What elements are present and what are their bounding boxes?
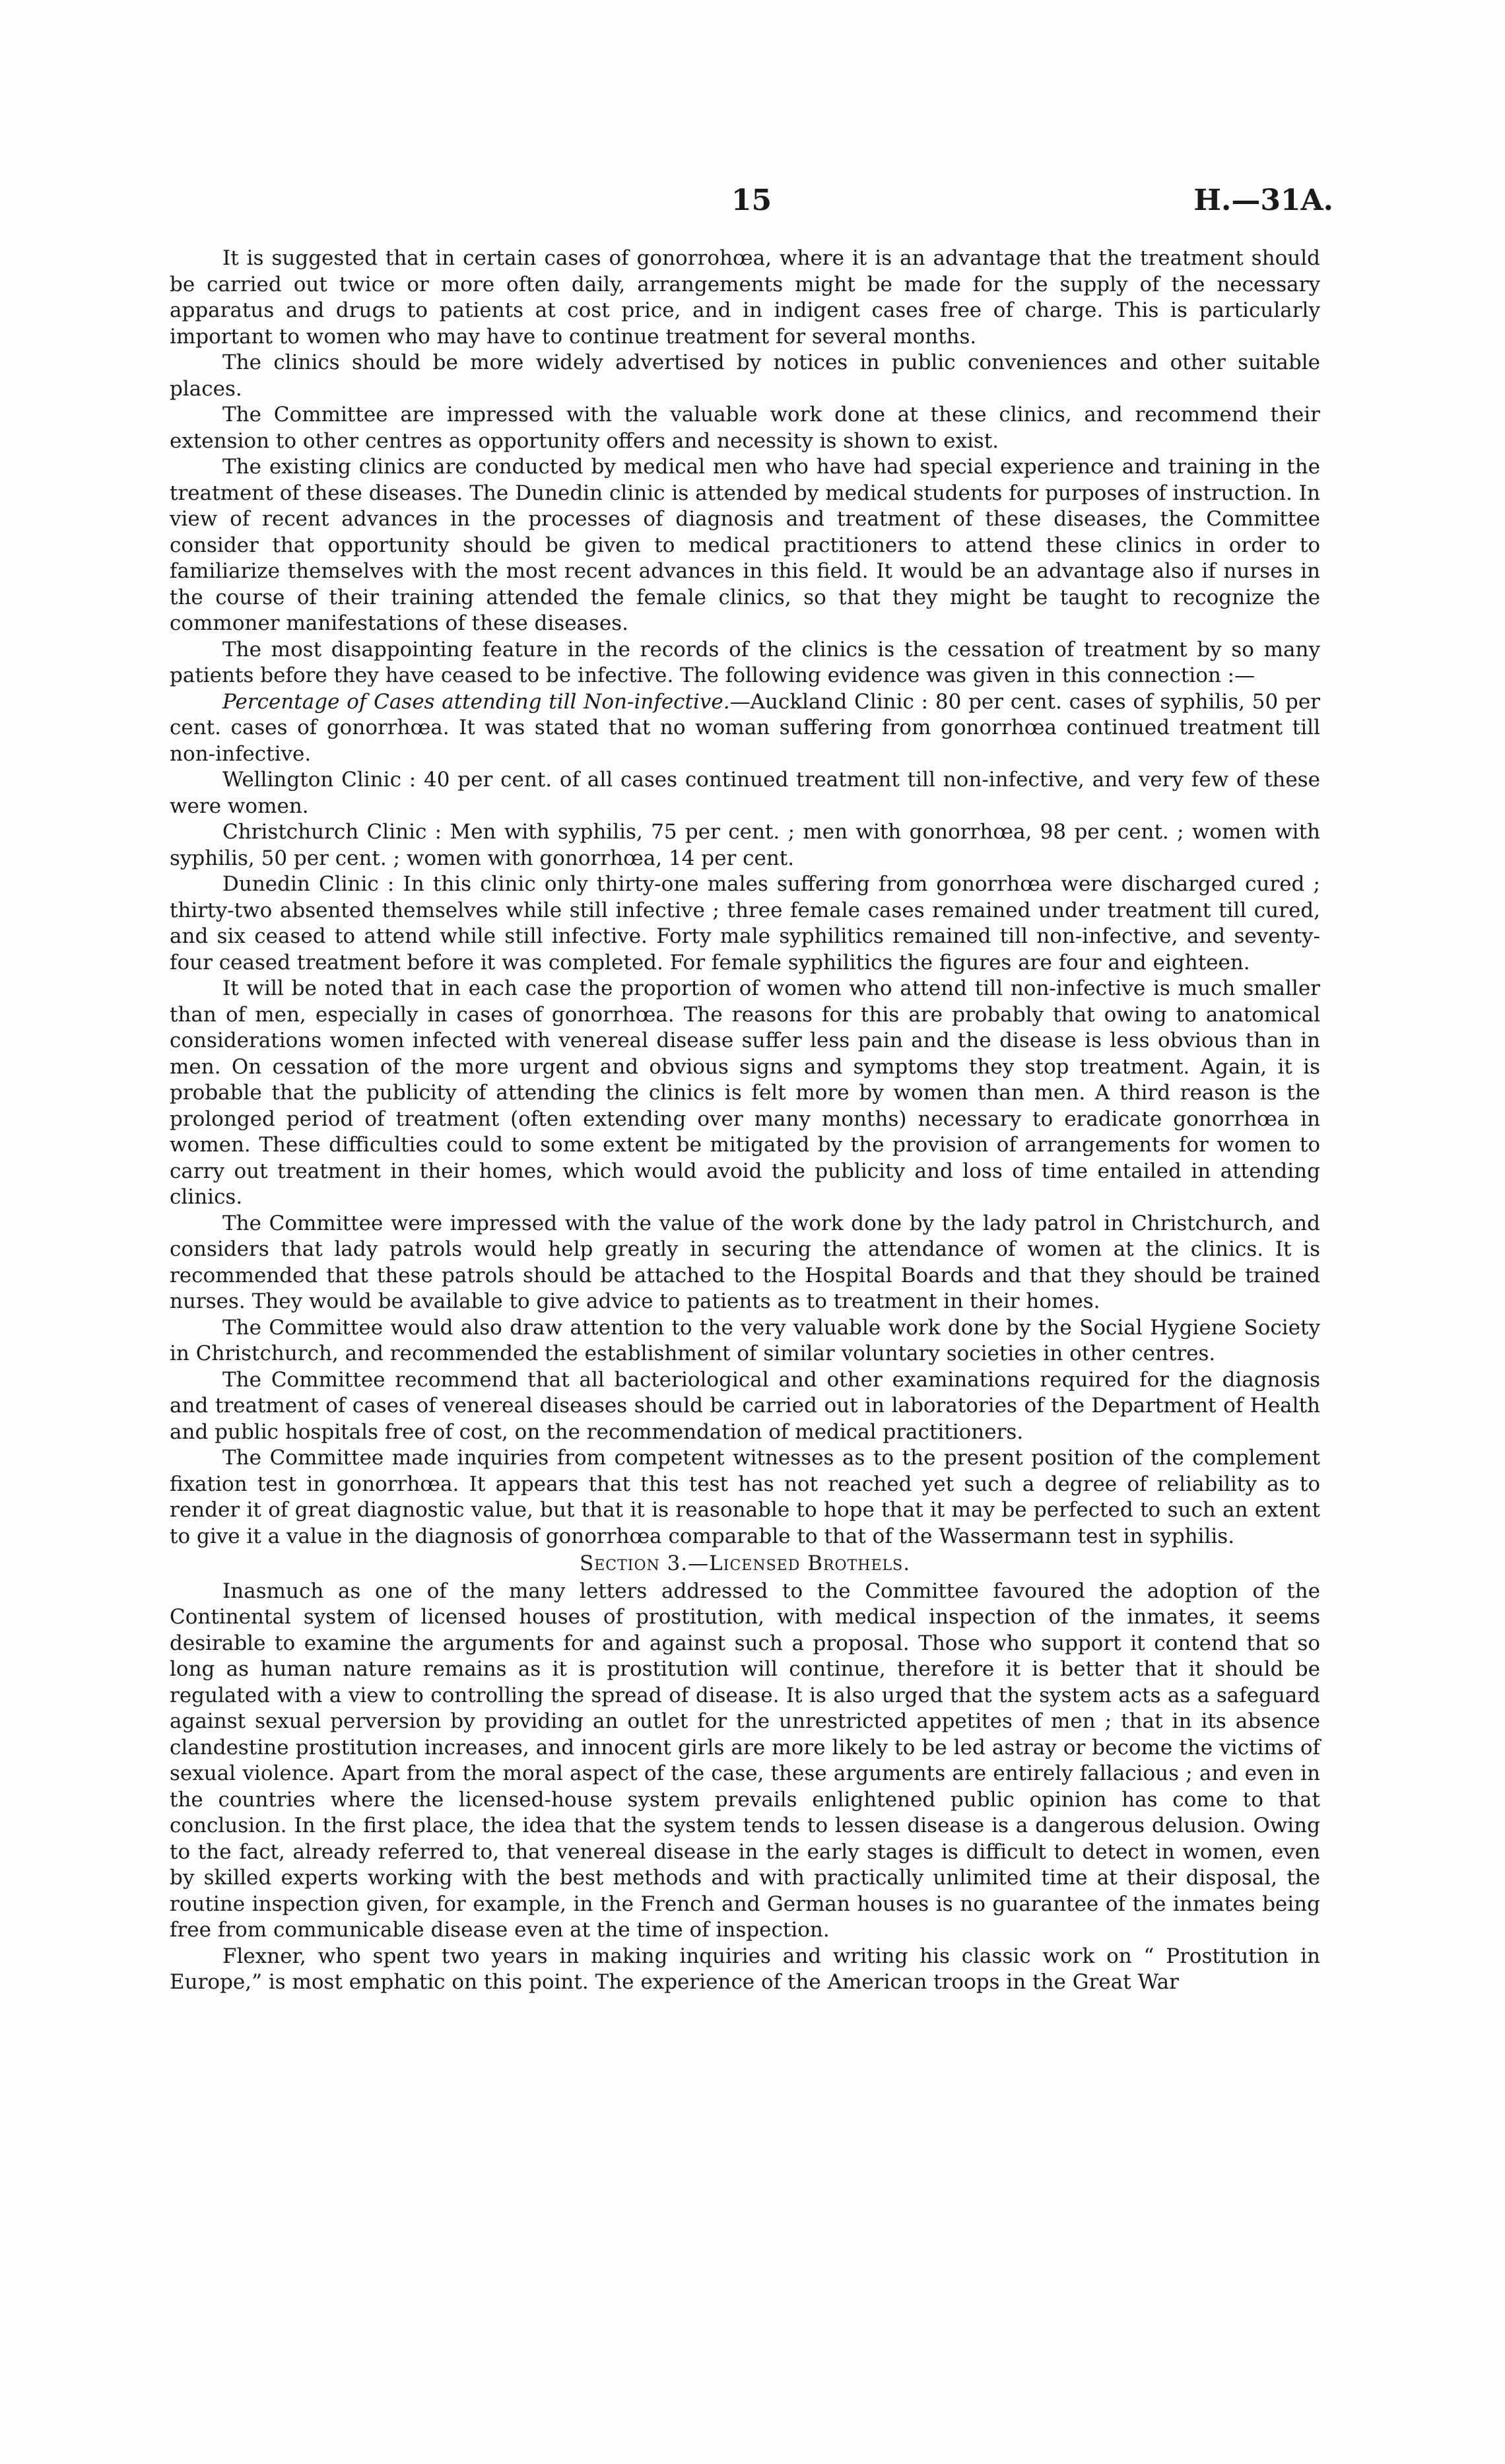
paragraph: Wellington Clinic : 40 per cent. of all cases continued treatment till non-infective, and very few of these were women. xyxy=(170,768,1320,818)
paragraph: The Committee were impressed with the value of the work done by the lady patrol in Christchurch, and considers that lady patrols would help greatly in securing the attendance of women at the clinics. It is recommended that these patrols should be attached to the Hospital Boards and that they should be trained nurses. They would be available to give advice to patients as to treatment in their homes. xyxy=(170,1211,1320,1313)
paragraph: The Committee recommend that all bacteriological and other examinations required for the diagnosis and treatment of cases of venereal diseases should be carried out in laboratories of the Department of Health and public hospitals free of cost, on the recommendation of medical practitioners. xyxy=(170,1367,1320,1444)
page-number: 15 xyxy=(731,184,772,217)
paragraph: The most disappointing feature in the records of the clinics is the cessation of treatment by so many patients before they have ceased to be infective. The following evidence was given in this connection :— xyxy=(170,637,1320,687)
percentage-text: —Auckland Clinic : 80 per cent. cases of syphilis, 50 per cent. cases of gonorrhœa. It was stated that no woman suffering from gonorrhœa continued treatment till non-infective. xyxy=(170,689,1320,766)
paragraph: Inasmuch as one of the many letters addressed to the Committee favoured the adoption of the Continental system of licensed houses of prostitution, with medical inspection of the inmates, it seems desirable to examine the arguments for and against such a proposal. Those who support it contend that so long as human nature remains as it is prostitution will continue, therefore it is better that it should be regulated with a view to controlling the spread of disease. It is also urged that the system acts as a safeguard against sexual perversion by providing an outlet for the unrestricted appetites of men ; that in its absence clandestine prostitution increases, and innocent girls are more likely to be led astray or become the victims of sexual violence. Apart from the moral aspect of the case, these arguments are entirely fallacious ; and even in the countries where the licensed-house system prevails enlightened public opinion has come to that conclusion. In the first place, the idea that the system tends to lessen disease is a dangerous delusion. Owing to the fact, already referred to, that venereal disease in the early stages is difficult to detect in women, even by skilled experts working with the best methods and with practically unlimited time at their disposal, the routine inspection given, for example, in the French and German houses is no guarantee of the inmates being free from communicable disease even at the time of inspection. xyxy=(170,1579,1320,1942)
paragraph: It will be noted that in each case the proportion of women who attend till non-infective is much smaller than of men, especially in cases of gonorrhœa. The reasons for this are probably that owing to anatomical considerations women infected with venereal disease suffer less pain and the disease is less obvious than in men. On cessation of the more urgent and obvious signs and symptoms they stop treatment. Again, it is probable that the publicity of attending the clinics is felt more by women than men. A third reason is the prolonged period of treatment (often extending over many months) necessary to eradicate gonorrhœa in women. These difficulties could to some extent be mitigated by the provision of arrangements for women to carry out treatment in their homes, which would avoid the publicity and loss of time entailed in attending clinics. xyxy=(170,976,1320,1209)
percentage-paragraph xyxy=(170,689,1320,768)
document-reference: H.—31A. xyxy=(1193,184,1333,217)
paragraph: The Committee are impressed with the valuable work done at these clinics, and recommend their extension to other centres as opportunity offers and necessity is shown to exist. xyxy=(170,403,1320,453)
paragraph: The existing clinics are conducted by medical men who have had special experience and training in the treatment of these diseases. The Dunedin clinic is attended by medical students for purposes of instruction. In view of recent advances in the processes of diagnosis and treatment of these diseases, the Committee consider that opportunity should be given to medical practitioners to attend these clinics in order to familiarize themselves with the most recent advances in this field. It would be an advantage also if nurses in the course of their training attended the female clinics, so that they might be taught to recognize the commoner manifestations of these diseases. xyxy=(170,455,1320,635)
page-header xyxy=(170,184,1333,223)
paragraph: Christchurch Clinic : Men with syphilis, 75 per cent. ; men with gonorrhœa, 98 per cent. ; women with syphilis, 50 per cent. ; women with gonorrhœa, 14 per cent. xyxy=(170,820,1320,870)
paragraph: The clinics should be more widely advertised by notices in public conveniences and other suitable places. xyxy=(170,351,1320,401)
paragraph: The Committee would also draw attention to the very valuable work done by the Social Hygiene Society in Christchurch, and recommended the establishment of similar voluntary societies in other centres. xyxy=(170,1315,1320,1365)
paragraph: The Committee made inquiries from competent witnesses as to the present position of the complement fixation test in gonorrhœa. It appears that this test has not reached yet such a degree of reliability as to render it of great diagnostic value, but that it is reasonable to hope that it may be perfected to such an extent to give it a value in the diagnosis of gonorrhœa comparable to that of the Wassermann test in syphilis. xyxy=(170,1446,1320,1548)
document-body xyxy=(170,246,1320,1996)
section-heading: Section 3.—Licensed Brothels. xyxy=(579,1552,911,1575)
paragraph: It is suggested that in certain cases of gonorrohœa, where it is an advantage that the treatment should be carried out twice or more often daily, arrangements might be made for the supply of the necessary apparatus and drugs to patients at cost price, and in indigent cases free of charge. This is particularly important to women who may have to continue treatment for several months. xyxy=(170,246,1320,349)
paragraph: Dunedin Clinic : In this clinic only thirty-one males suffering from gonorrhœa were discharged cured ; thirty-two absented themselves while still infective ; three female cases remained under treatment till cured, and six ceased to attend while still infective. Forty male syphilitics remained till non-infective, and seventy-four ceased treatment before it was completed. For female syphilitics the figures are four and eighteen. xyxy=(170,872,1320,975)
percentage-label: Percentage of Cases attending till Non-infective. xyxy=(222,689,730,714)
paragraph: Flexner, who spent two years in making inquiries and writing his classic work on “ Prostitution in Europe,” is most emphatic on this point. The experience of the American troops in the Great War xyxy=(170,1944,1320,1994)
